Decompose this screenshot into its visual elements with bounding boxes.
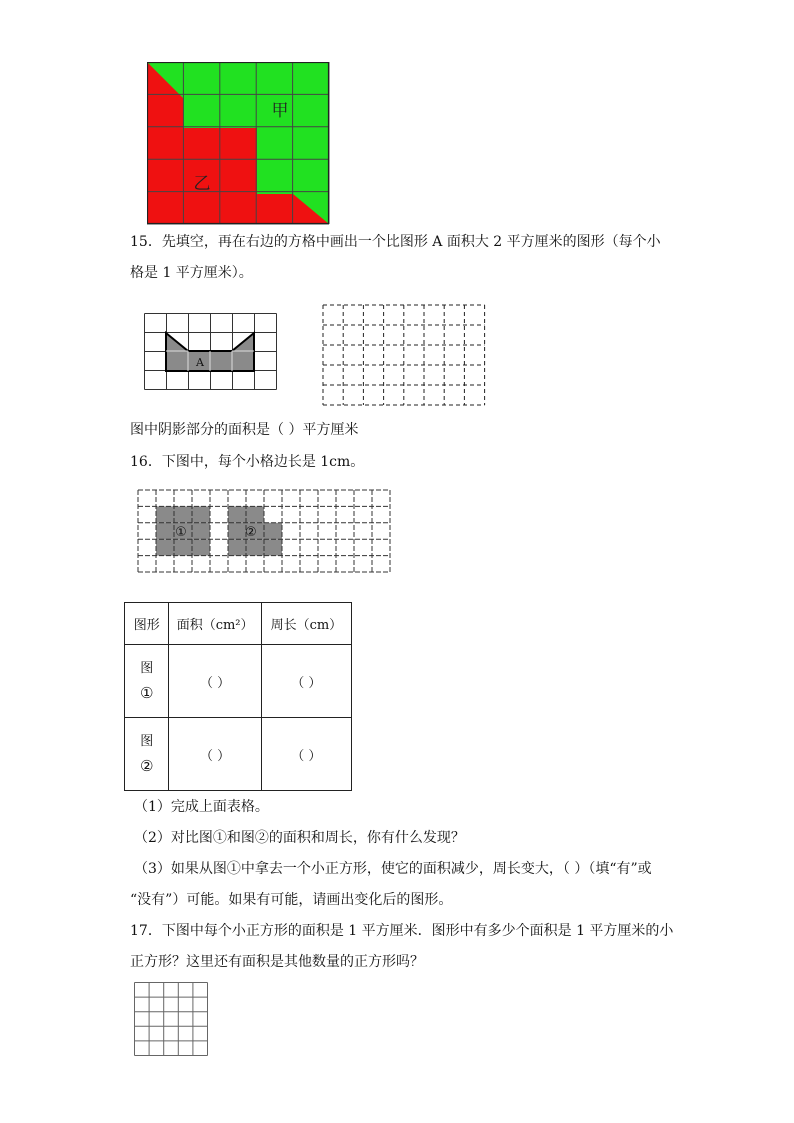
q16-shaded-cell	[192, 539, 210, 555]
q16-sub3-line1: （3）如果从图①中拿去一个小正方形，使它的面积减少，周长变大，（ ）（填“有”或	[134, 861, 652, 877]
q15-dashed-answer-grid[interactable]	[322, 304, 486, 406]
q16-shaded-cell	[228, 506, 246, 522]
fig14-grid-figure	[147, 62, 331, 226]
q16-shaded-cell	[192, 506, 210, 522]
q16-header-perimeter: 周长（cm）	[261, 603, 351, 645]
q15-shape-a-grid	[144, 313, 278, 391]
q16-shaded-cell	[264, 523, 282, 539]
q15-text-line2: 格是 1 平方厘米）。	[130, 265, 253, 281]
q16-shaded-cell	[228, 523, 246, 539]
q15-shape-a-label: A	[196, 356, 204, 369]
table-row	[125, 645, 352, 718]
fig14-label-jia: 甲	[271, 101, 289, 121]
q16-shaded-cell	[246, 506, 264, 522]
q16-row2-perimeter-blank[interactable]: （ ）	[261, 718, 351, 791]
q16-sub3-line2: “没有”）可能。如果有可能，请画出变化后的图形。	[130, 892, 453, 908]
q16-shaded-cell	[156, 523, 174, 539]
q16-row1-name-top: 图	[140, 661, 154, 676]
q16-row2-area-blank[interactable]: （ ）	[169, 718, 261, 791]
q16-table	[124, 602, 352, 791]
q16-shaded-cell	[174, 539, 192, 555]
q16-header-shape: 图形	[125, 603, 169, 645]
q16-grid-figure	[136, 486, 398, 588]
q16-row1-area-blank[interactable]: （ ）	[169, 645, 261, 718]
q16-shaded-cell	[174, 506, 192, 522]
q16-row2-name-top: 图	[140, 734, 154, 749]
q16-intro: 16．下图中，每个小格边长是 1cm。	[130, 454, 365, 470]
q16-shaded-cell	[246, 539, 264, 555]
q15-text-line1: 15．先填空，再在右边的方格中画出一个比图形 A 面积大 2 平方厘米的图形（每个小	[130, 234, 661, 250]
q16-sub1: （1）完成上面表格。	[134, 799, 269, 815]
table-row	[125, 718, 352, 791]
q16-shaded-cell	[156, 539, 174, 555]
q16-shaded-cell	[192, 523, 210, 539]
q16-shaded-cell	[156, 506, 174, 522]
q16-row1-name-bottom: ①	[140, 684, 154, 702]
q16-row2-name	[125, 718, 169, 791]
q16-row2-name-bottom: ②	[140, 757, 154, 775]
q16-shape-2-label: ②	[245, 525, 257, 540]
fig14-label-yi: 乙	[193, 174, 211, 194]
q17-text-line1: 17．下图中每个小正方形的面积是 1 平方厘米．图形中有多少个面积是 1 平方厘米的小	[130, 923, 674, 939]
q16-table-header-row	[125, 603, 352, 645]
q17-grid-figure	[134, 982, 210, 1058]
q16-shape-1-label: ①	[175, 525, 187, 540]
q16-row1-perimeter-blank[interactable]: （ ）	[261, 645, 351, 718]
q15-answer-line: 图中阴影部分的面积是（ ）平方厘米	[130, 422, 359, 438]
q16-shaded-cell	[264, 539, 282, 555]
q16-header-area: 面积（cm²）	[169, 603, 261, 645]
q16-row1-name	[125, 645, 169, 718]
q16-sub2: （2）对比图①和图②的面积和周长，你有什么发现？	[134, 830, 465, 846]
q17-text-line2: 正方形？这里还有面积是其他数量的正方形吗？	[130, 954, 424, 970]
q16-shaded-cell	[228, 539, 246, 555]
